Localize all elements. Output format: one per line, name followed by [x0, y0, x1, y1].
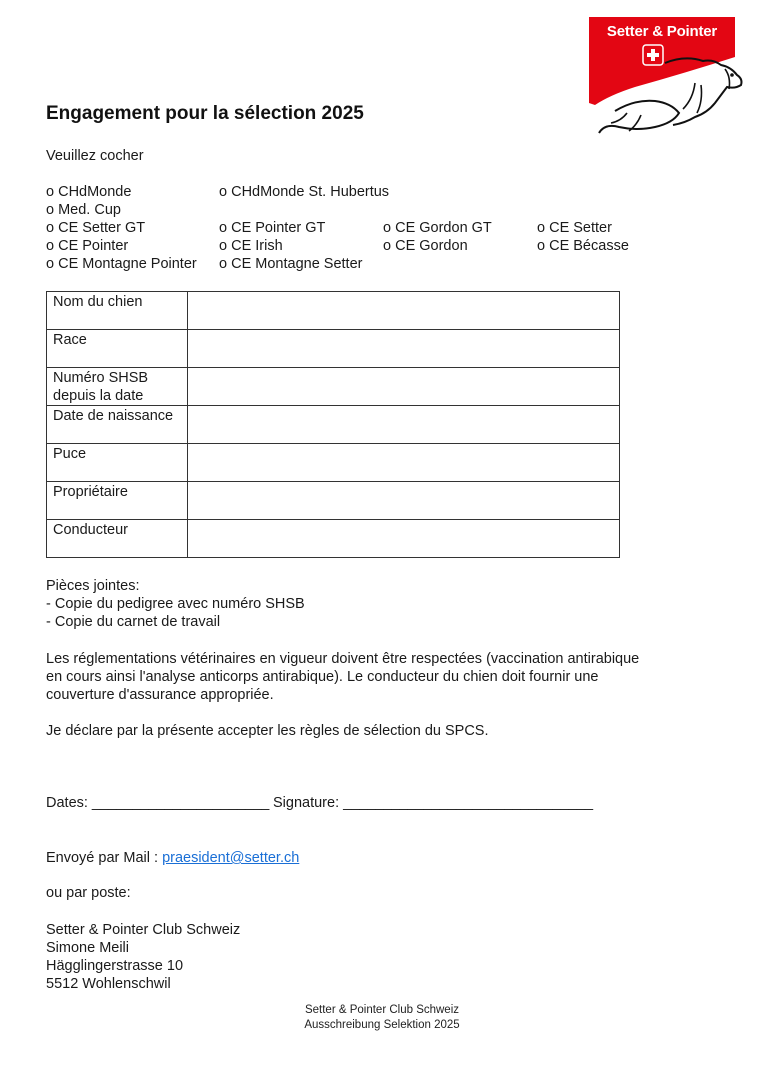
- birth-date-field[interactable]: [188, 406, 620, 444]
- page-footer: [0, 1003, 764, 1033]
- option-med-cup[interactable]: o Med. Cup: [46, 202, 121, 218]
- dog-name-field[interactable]: [188, 292, 620, 330]
- postal-address: [46, 921, 240, 993]
- option-ce-setter[interactable]: o CE Setter: [537, 220, 612, 236]
- regulations-line: en cours ainsi l'analyse anticorps antirabique). Le conducteur du chien doit fournir une: [46, 669, 599, 685]
- option-ce-becasse[interactable]: o CE Bécasse: [537, 238, 629, 254]
- email-link[interactable]: praesident@setter.ch: [162, 850, 300, 866]
- dates-field[interactable]: Dates: ______________________: [46, 795, 270, 811]
- club-logo: [575, 17, 750, 139]
- option-ce-irish[interactable]: o CE Irish: [219, 238, 283, 254]
- table-row: [47, 368, 620, 406]
- chip-field[interactable]: [188, 444, 620, 482]
- declaration-text: Je déclare par la présente accepter les règles de sélection du SPCS.: [46, 723, 489, 739]
- option-ce-setter-gt[interactable]: o CE Setter GT: [46, 220, 146, 236]
- send-by-mail: [46, 849, 299, 867]
- table-row: [47, 406, 620, 444]
- owner-field[interactable]: [188, 482, 620, 520]
- table-row: [47, 292, 620, 330]
- option-ce-pointer-gt[interactable]: o CE Pointer GT: [219, 220, 326, 236]
- signature-field[interactable]: Signature: _______________________________: [273, 795, 594, 811]
- instruction-text: Veuillez cocher: [46, 148, 144, 164]
- handler-field[interactable]: [188, 520, 620, 558]
- address-line: Simone Meili: [46, 940, 129, 956]
- table-row: [47, 444, 620, 482]
- field-label: Propriétaire: [47, 482, 188, 520]
- option-chdmonde[interactable]: o CHdMonde: [46, 184, 132, 200]
- regulations-paragraph: [46, 650, 639, 704]
- option-ce-pointer[interactable]: o CE Pointer: [46, 238, 129, 254]
- field-label: Date de naissance: [47, 406, 188, 444]
- attachments-heading: Pièces jointes:: [46, 578, 140, 594]
- table-row: [47, 330, 620, 368]
- breed-field[interactable]: [188, 330, 620, 368]
- address-line: Setter & Pointer Club Schweiz: [46, 922, 241, 938]
- table-row: [47, 482, 620, 520]
- regulations-line: Les réglementations vétérinaires en vigueur doivent être respectées (vaccination antirabique: [46, 651, 640, 667]
- or-post-text: ou par poste:: [46, 885, 131, 901]
- table-row: [47, 520, 620, 558]
- field-label: Conducteur: [47, 520, 188, 558]
- footer-line: Setter & Pointer Club Schweiz: [304, 1004, 460, 1016]
- address-line: Hägglingerstrasse 10: [46, 958, 184, 974]
- shsb-number-field[interactable]: [188, 368, 620, 406]
- field-label: Nom du chien: [47, 292, 188, 330]
- dog-logo-icon: [575, 43, 750, 139]
- footer-line: Ausschreibung Selektion 2025: [304, 1019, 460, 1031]
- field-label: Race: [47, 330, 188, 368]
- dog-info-table: [46, 291, 620, 558]
- address-line: 5512 Wohlenschwil: [46, 976, 171, 992]
- page-title: Engagement pour la sélection 2025: [46, 103, 364, 124]
- option-ce-montagne-pointer[interactable]: o CE Montagne Pointer: [46, 256, 197, 272]
- send-label: Envoyé par Mail :: [46, 850, 163, 866]
- field-label: Numéro SHSB depuis la date: [47, 368, 188, 406]
- attachment-item: - Copie du carnet de travail: [46, 614, 221, 630]
- attachments-section: [46, 577, 305, 631]
- option-ce-montagne-setter[interactable]: o CE Montagne Setter: [219, 256, 363, 272]
- option-ce-gordon[interactable]: o CE Gordon: [383, 238, 468, 254]
- attachment-item: - Copie du pedigree avec numéro SHSB: [46, 596, 305, 612]
- option-chdmonde-st-hubertus[interactable]: o CHdMonde St. Hubertus: [219, 184, 390, 200]
- logo-banner: Setter & Pointer: [589, 17, 735, 47]
- field-label: Puce: [47, 444, 188, 482]
- regulations-line: couverture d'assurance appropriée.: [46, 687, 274, 703]
- option-ce-gordon-gt[interactable]: o CE Gordon GT: [383, 220, 492, 236]
